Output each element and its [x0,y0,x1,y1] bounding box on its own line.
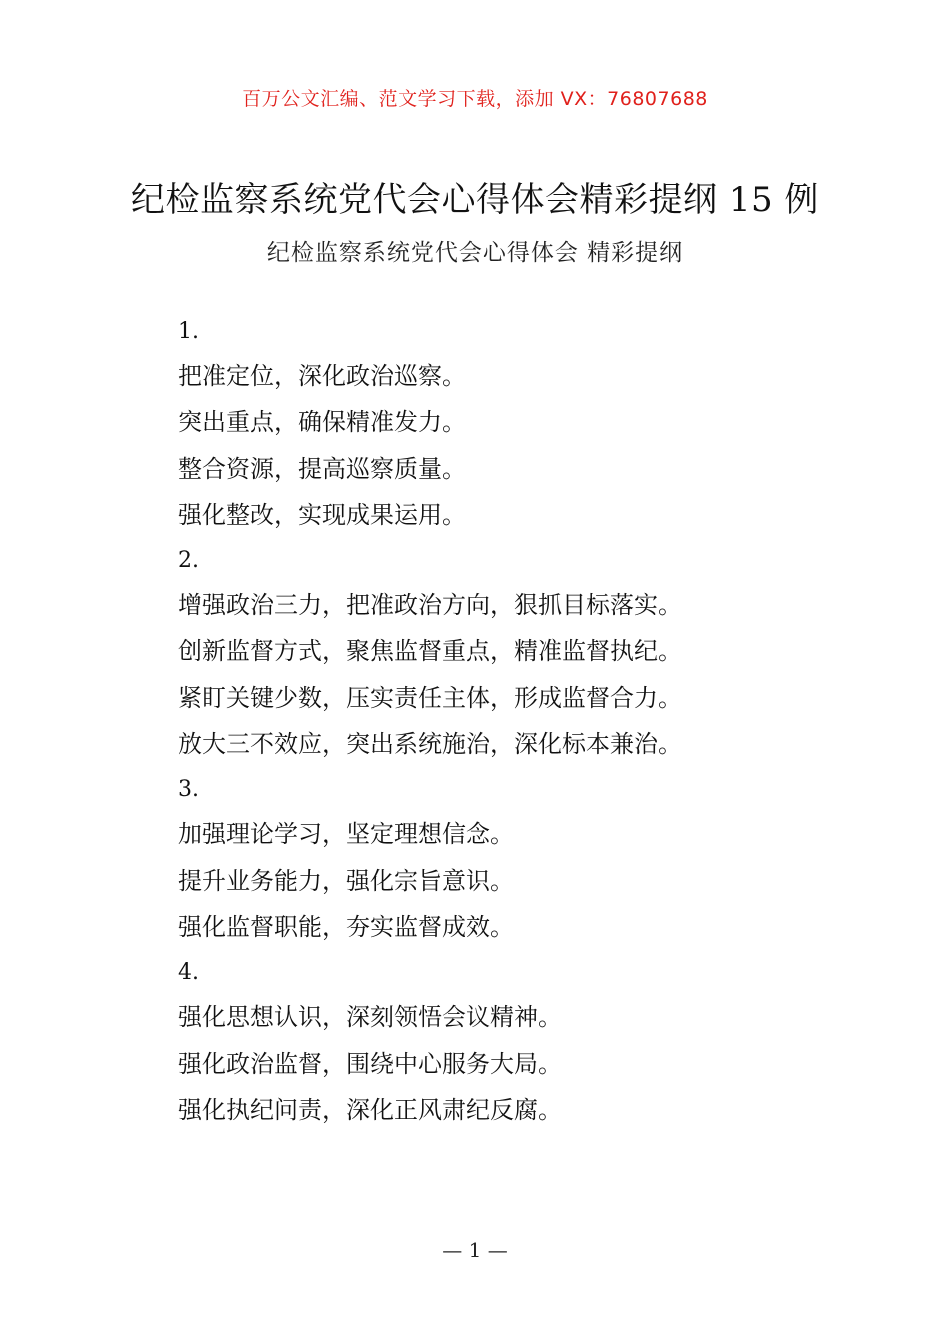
section-number: 1. [178,319,199,344]
list-item: 强化监督职能，夯实监督成效。 [178,912,514,941]
list-item: 紧盯关键少数，压实责任主体，形成监督合力。 [178,683,682,712]
document-body [178,316,798,1140]
list-item: 强化整改，实现成果运用。 [178,500,466,529]
list-item: 突出重点，确保精准发力。 [178,408,466,437]
document-subtitle: 纪检监察系统党代会心得体会 精彩提纲 [266,240,684,266]
header-banner: 百万公文汇编、范文学习下载，添加 VX：76807688 [242,88,708,110]
section-number: 3. [178,777,199,803]
list-item: 强化思想认识，深刻领悟会议精神。 [178,1003,562,1032]
list-item: 强化执纪问责，深化正风肃纪反腐。 [178,1095,562,1124]
list-item: 增强政治三力，把准政治方向，狠抓目标落实。 [178,591,682,620]
document-title: 纪检监察系统党代会心得体会精彩提纲 15 例 [131,180,819,220]
list-item: 加强理论学习，坚定理想信念。 [178,820,514,849]
page-number: — 1 — [442,1238,508,1262]
list-item: 提升业务能力，强化宗旨意识。 [178,866,514,895]
section-number: 4. [178,960,199,986]
section-number: 2. [178,548,199,574]
list-item: 把准定位，深化政治巡察。 [178,362,466,390]
list-item: 整合资源，提高巡察质量。 [178,454,466,483]
list-item: 创新监督方式，聚焦监督重点，精准监督执纪。 [178,637,682,666]
list-item: 强化政治监督，围绕中心服务大局。 [178,1049,562,1078]
list-item: 放大三不效应，突出系统施治，深化标本兼治。 [178,730,682,759]
